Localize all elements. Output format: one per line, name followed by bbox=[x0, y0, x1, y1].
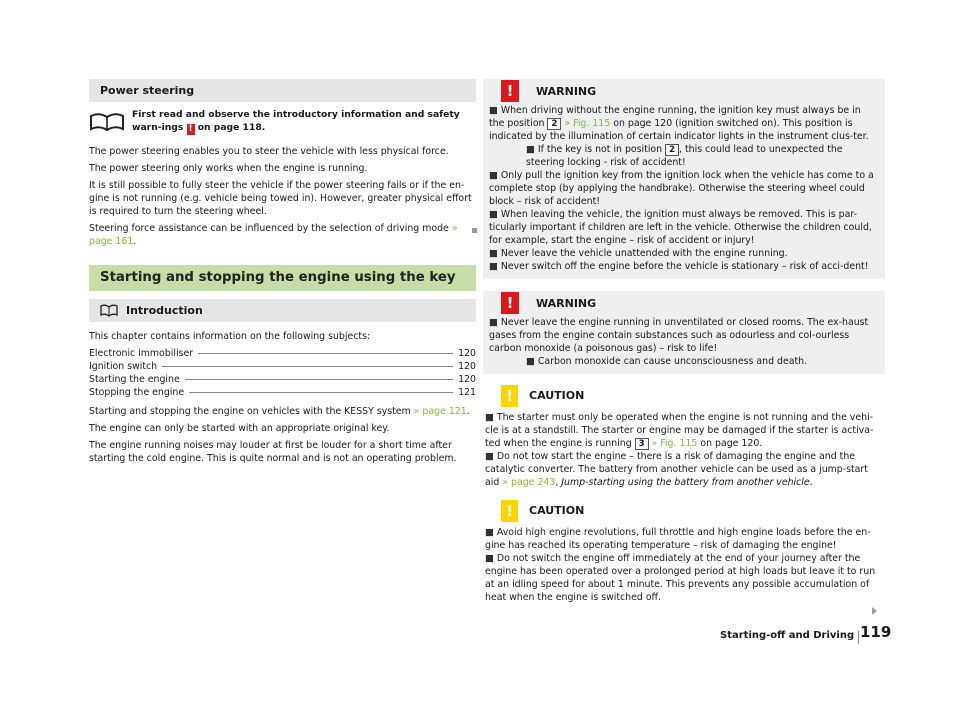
bullet-icon: ■ bbox=[485, 527, 494, 538]
toc-label: Stopping the engine bbox=[89, 386, 185, 398]
page-link-161[interactable]: » page 161 bbox=[89, 222, 458, 247]
caution-title: CAUTION bbox=[529, 389, 585, 402]
punctuation: . bbox=[466, 405, 470, 417]
toc-row[interactable] bbox=[89, 347, 476, 360]
bullet-icon: ■ bbox=[526, 356, 535, 367]
warning-text: Only pull the ignition key from the ignition lock when the vehicle has come to a complete stop (by applying the handbrake). Otherwise the steering wheel could block – risk of accident! bbox=[489, 170, 874, 207]
warning-item bbox=[489, 104, 879, 143]
bullet-icon: ■ bbox=[489, 261, 498, 272]
introduction-title: Introduction bbox=[126, 303, 203, 317]
caution-exclamation-icon: ! bbox=[501, 385, 518, 407]
warning-text: , this could lead to unexpected the steering locking - risk of accident! bbox=[526, 144, 843, 168]
paragraph bbox=[89, 222, 476, 248]
caution-text: Do not tow start the engine – there is a risk of damaging the engine and the catalytic converter. The battery from another vehicle can be used as a jump-start aid bbox=[485, 451, 868, 488]
toc-leader bbox=[185, 379, 453, 380]
warning-text: If the key is not in position bbox=[537, 144, 663, 155]
key-position-label: 3 bbox=[635, 438, 649, 450]
key-position-label: 2 bbox=[547, 118, 561, 130]
caution-item bbox=[485, 552, 883, 604]
warning-heading bbox=[489, 294, 879, 314]
caution-body bbox=[483, 411, 885, 489]
bullet-icon: ■ bbox=[489, 209, 498, 220]
punctuation: . bbox=[133, 235, 137, 247]
bullet-icon: ■ bbox=[489, 170, 498, 181]
warning-exclamation-icon: ! bbox=[501, 292, 519, 314]
warning-item bbox=[489, 247, 879, 260]
caution-heading bbox=[483, 385, 885, 407]
warning-item bbox=[489, 169, 879, 208]
toc-row[interactable] bbox=[89, 373, 476, 386]
caution-text: Avoid high engine revolutions, full throttle and high engine loads before the en-gine has reached its operating temperature – risk of damaging the engine! bbox=[485, 527, 871, 551]
warning-text: Never leave the engine running in unventilated or closed rooms. The ex-haust gases from the engine contain substances such as odourless and col-ourless carbon monoxide (a poisonous gas) – risk to life! bbox=[489, 317, 869, 354]
bullet-icon: ■ bbox=[485, 451, 494, 462]
toc-page: 121 bbox=[458, 386, 476, 398]
paragraph-text: Starting and stopping the engine on vehicles with the KESSY system bbox=[89, 405, 411, 417]
section-end-mark bbox=[472, 228, 477, 233]
bullet-icon: ■ bbox=[489, 105, 498, 116]
paragraph: The power steering enables you to steer the vehicle with less physical force. bbox=[89, 145, 449, 157]
warning-text: on page 120 (ignition switched on). This position is indicated by the illumination of certain indicator lights in the instrument clus-ter. bbox=[489, 118, 869, 142]
bullet-icon: ■ bbox=[485, 412, 494, 423]
toc-row[interactable] bbox=[89, 360, 476, 373]
warning-item bbox=[489, 316, 879, 355]
figure-link-115[interactable]: » Fig. 115 bbox=[651, 438, 698, 449]
paragraph: The power steering only works when the engine is running. bbox=[89, 162, 368, 174]
warning-item bbox=[489, 260, 879, 273]
warning-box bbox=[483, 291, 885, 374]
caution-text: on page 120. bbox=[700, 438, 763, 449]
warning-text: Never switch off the engine before the vehicle is stationary – risk of acci-dent! bbox=[500, 261, 869, 272]
section-heading-introduction bbox=[89, 299, 476, 322]
caution-text: The starter must only be operated when the engine is not running and the vehi-cle is at a standstill. The starter or engine may be damaged if the starter is activa-ted when the engine is running bbox=[485, 412, 874, 449]
warning-mini-icon: ! bbox=[188, 123, 193, 134]
bullet-icon: ■ bbox=[526, 144, 535, 155]
bullet-icon: ■ bbox=[489, 248, 498, 259]
paragraph: The engine running noises may louder at first be louder for a short time after starting the cold engine. This is quite normal and is not an operating problem. bbox=[89, 439, 457, 464]
warning-title: WARNING bbox=[536, 85, 597, 98]
footer-divider bbox=[858, 631, 859, 644]
caution-item bbox=[485, 450, 883, 489]
toc-leader bbox=[189, 392, 453, 393]
warning-title: WARNING bbox=[536, 297, 597, 310]
warning-text: When driving without the engine running, the ignition key must always be in the position bbox=[489, 105, 861, 129]
open-book-icon bbox=[100, 304, 118, 317]
page-link-243[interactable]: » page 243 bbox=[502, 477, 556, 488]
toc-label: Starting the engine bbox=[89, 373, 180, 385]
warning-text: Never leave the vehicle unattended with the engine running. bbox=[500, 248, 788, 259]
page-number: 119 bbox=[860, 623, 892, 641]
warning-item bbox=[489, 208, 879, 247]
chapter-title: Starting and stopping the engine using the key bbox=[89, 265, 476, 291]
punctuation: , bbox=[555, 477, 559, 488]
right-column bbox=[483, 79, 885, 604]
toc-row[interactable] bbox=[89, 386, 476, 399]
read-first-page: on page 118. bbox=[197, 121, 266, 133]
caution-item bbox=[485, 526, 883, 552]
toc-page: 120 bbox=[458, 373, 476, 385]
caution-heading bbox=[483, 500, 885, 522]
left-column bbox=[89, 79, 476, 465]
punctuation: . bbox=[809, 477, 813, 488]
caution-title: CAUTION bbox=[529, 504, 585, 517]
toc-leader bbox=[198, 353, 453, 354]
toc-leader bbox=[162, 366, 453, 367]
warning-box bbox=[483, 79, 885, 279]
bullet-icon: ■ bbox=[489, 317, 498, 328]
read-first-note bbox=[89, 109, 476, 135]
toc-label: Electronic immobiliser bbox=[89, 347, 194, 359]
paragraph: It is still possible to fully steer the vehicle if the power steering fails or if the en-gine is not running (e.g. vehicle being towed in). However, greater physical effort is required to turn the steering wheel. bbox=[89, 179, 472, 217]
warning-subitem bbox=[489, 143, 879, 169]
page-link-121[interactable]: » page 121 bbox=[413, 405, 467, 417]
caution-block bbox=[483, 500, 885, 604]
caution-block bbox=[483, 385, 885, 489]
warning-heading bbox=[489, 82, 879, 102]
open-book-icon bbox=[89, 112, 125, 132]
paragraph-text: Steering force assistance can be influenced by the selection of driving mode bbox=[89, 222, 449, 234]
paragraph: The engine can only be started with an appropriate original key. bbox=[89, 422, 390, 434]
caution-text: Do not switch the engine off immediately at the end of your journey after the engine has been operated over a prolonged period at high loads but leave it to run at an idling speed for about 1 minute. This prevents any possible accumulation of heat when the engine is switched off. bbox=[485, 553, 876, 603]
caution-body bbox=[483, 526, 885, 604]
bullet-icon: ■ bbox=[485, 553, 494, 564]
warning-subitem bbox=[489, 355, 879, 368]
toc-list bbox=[89, 347, 476, 399]
warning-exclamation-icon: ! bbox=[501, 80, 519, 102]
caution-item bbox=[485, 411, 883, 450]
toc-page: 120 bbox=[458, 347, 476, 359]
toc-label: Ignition switch bbox=[89, 360, 158, 372]
warning-text: When leaving the vehicle, the ignition must always be removed. This is par-ticularly important if children are left in the vehicle. Otherwise the children could, for example, start the engine – risk of accident or injury! bbox=[489, 209, 872, 246]
caution-exclamation-icon: ! bbox=[501, 500, 518, 522]
footer-section-title: Starting-off and Driving bbox=[720, 630, 855, 641]
paragraph bbox=[89, 405, 476, 418]
warning-text: Carbon monoxide can cause unconsciousness and death. bbox=[537, 356, 808, 367]
section-heading-power-steering: Power steering bbox=[89, 79, 476, 102]
figure-link-115[interactable]: » Fig. 115 bbox=[564, 118, 611, 129]
toc-page: 120 bbox=[458, 360, 476, 372]
continued-arrow-icon bbox=[872, 607, 877, 615]
caution-italic-ref: Jump-starting using the battery from another vehicle bbox=[561, 477, 810, 488]
page-footer bbox=[720, 623, 892, 643]
paragraph: This chapter contains information on the following subjects: bbox=[89, 330, 371, 342]
key-position-label: 2 bbox=[665, 144, 679, 156]
read-first-text: First read and observe the introductory information and safety warn-ings bbox=[132, 109, 460, 133]
